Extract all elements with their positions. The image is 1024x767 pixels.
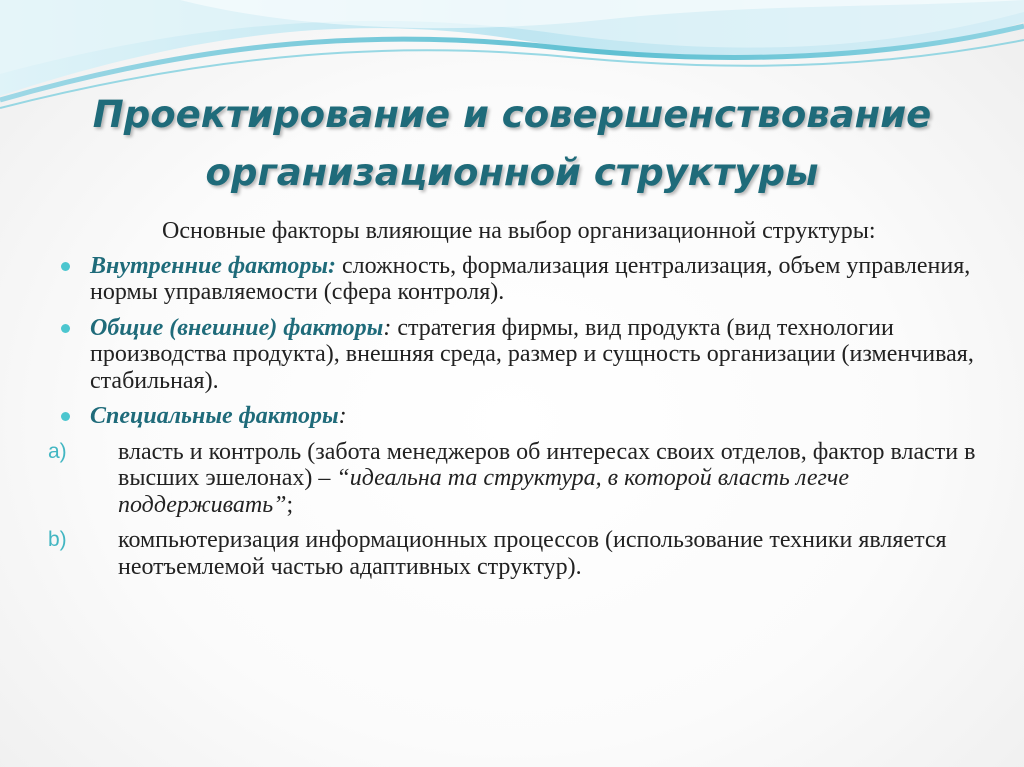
list-item xyxy=(56,253,976,306)
slide-body xyxy=(48,218,976,589)
subitem-text: компьютеризация информационных процессов (использование техники является неотъемлемой частью адаптивных структур). xyxy=(118,527,947,580)
list-item xyxy=(48,438,976,519)
factor-text: сложность, формализация централизация, объем управления, нормы управляемости (сфера контроля). xyxy=(90,252,971,305)
list-item xyxy=(48,527,976,580)
subitem-quote: “идеальна та структура, в которой власть легче поддерживать” xyxy=(118,465,850,518)
bullet-dot-icon xyxy=(61,324,70,333)
list-marker: a) xyxy=(48,439,67,463)
factor-text: стратегия фирмы, вид продукта (вид технологии производства продукта), внешняя среда, размер и сущность организации (изменчивая, стабильная). xyxy=(90,314,974,394)
intro-text: Основные факторы влияющие на выбор организационной структуры: xyxy=(162,218,876,244)
factor-label-colon: : xyxy=(383,314,392,341)
list-item xyxy=(56,315,976,395)
factor-label: Специальные факторы xyxy=(90,403,339,429)
factor-label-colon: : xyxy=(338,403,347,429)
list-item xyxy=(56,403,976,430)
list-marker: b) xyxy=(48,528,67,551)
subitem-text: власть и контроль (забота менеджеров об интересах своих отделов, фактор власти в высших эшелонах) – xyxy=(118,438,976,491)
factor-label: Внутренние факторы: xyxy=(90,252,336,279)
bullet-dot-icon xyxy=(61,412,70,421)
page-title: Проектирование и совершенствование организационной структуры xyxy=(92,93,932,194)
bullet-dot-icon xyxy=(61,262,70,271)
subitem-end: ; xyxy=(286,491,294,518)
factor-label: Общие (внешние) факторы xyxy=(90,314,384,341)
